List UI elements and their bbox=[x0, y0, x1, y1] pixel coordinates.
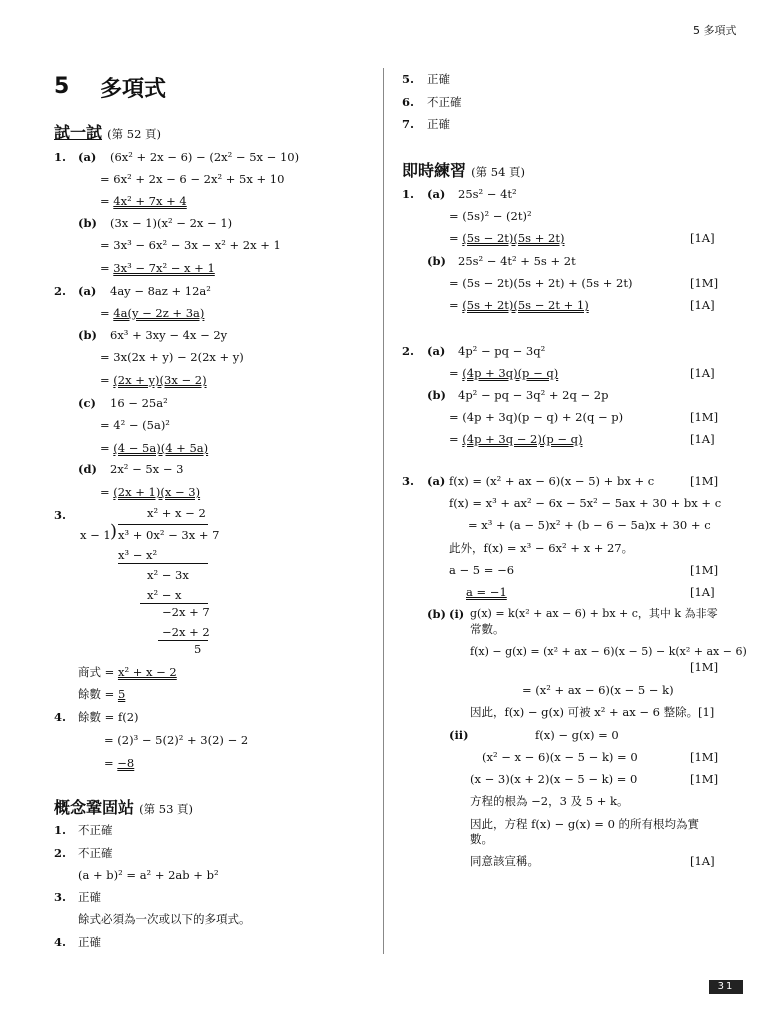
remainder-statement bbox=[78, 687, 125, 701]
section-try-page: (第 52 頁) bbox=[107, 127, 162, 141]
q-number: 3. bbox=[402, 474, 415, 488]
answer: 3x³ − 7x² − x + 1 bbox=[113, 261, 215, 275]
q-number: 2. bbox=[54, 284, 67, 298]
answer: a = −1 bbox=[466, 585, 507, 599]
math-line: 16 − 25a² bbox=[110, 396, 168, 410]
q-part-label: (b) bbox=[78, 216, 97, 230]
math-line: = (4p + 3q)(p − q) bbox=[449, 366, 559, 380]
answer: (4p + 3q − 2)(p − q) bbox=[462, 432, 583, 446]
math-line: = (4p + 3q − 2)(p − q) bbox=[449, 432, 583, 446]
column-divider bbox=[383, 68, 384, 954]
concept-note: (a + b)² = a² + 2ab + b² bbox=[78, 868, 219, 882]
answer: 4a(y − 2z + 3a) bbox=[113, 306, 205, 320]
concept-answer: 正確 bbox=[78, 890, 101, 904]
q-number: 6. bbox=[402, 95, 415, 109]
section-try-heading bbox=[54, 120, 161, 143]
math-line: (3x − 1)(x² − 2x − 1) bbox=[110, 216, 233, 230]
math-line: 餘數 = f(2) bbox=[78, 710, 139, 724]
concept-note: 餘式必須為一次或以下的多項式。 bbox=[78, 912, 251, 926]
math-line: 6x³ + 3xy − 4x − 2y bbox=[110, 328, 228, 342]
q-part-label: (a) bbox=[78, 150, 97, 164]
concept-answer: 正確 bbox=[427, 117, 450, 131]
concept-answer: 正確 bbox=[78, 935, 101, 949]
page-number: 31 bbox=[709, 980, 743, 994]
answer: 5 bbox=[117, 687, 126, 701]
math-line: = 4a(y − 2z + 3a) bbox=[100, 306, 205, 320]
chapter-number: 5 bbox=[54, 74, 70, 99]
q-part-label: (d) bbox=[78, 462, 97, 476]
q-part-label: (b) bbox=[427, 607, 446, 621]
math-line: 常數。 bbox=[470, 622, 505, 636]
math-line: 2x² − 5x − 3 bbox=[110, 462, 184, 476]
math-line: = 3x³ − 6x² − 3x − x² + 2x + 1 bbox=[100, 238, 281, 252]
math-line: a − 5 = −6 bbox=[449, 563, 515, 577]
math-line: = (2x + y)(3x − 2) bbox=[100, 373, 207, 387]
mark-label: [1A] bbox=[690, 366, 715, 380]
q-number: 1. bbox=[402, 187, 415, 201]
math-line: = −8 bbox=[104, 756, 135, 770]
answer: −8 bbox=[117, 756, 135, 770]
math-line bbox=[466, 585, 507, 599]
q-number: 3. bbox=[54, 890, 67, 904]
quotient-label: 商式 = bbox=[78, 665, 118, 679]
division-rule bbox=[118, 563, 208, 564]
q-part-label: (c) bbox=[78, 396, 96, 410]
q-number: 2. bbox=[402, 344, 415, 358]
math-line: = (5s − 2t)(5s + 2t) bbox=[449, 231, 565, 245]
section-concept-heading bbox=[54, 795, 193, 818]
mark-label: [1M] bbox=[690, 772, 719, 786]
math-line: = 4² − (5a)² bbox=[100, 418, 170, 432]
division-rule bbox=[140, 603, 208, 604]
division-remainder: 5 bbox=[194, 642, 202, 656]
division-quotient: x² + x − 2 bbox=[147, 506, 206, 520]
section-practice-title: 即時練習 bbox=[402, 161, 467, 180]
math-line: f(x) = x³ + ax² − 6x − 5x² − 5ax + 30 + bx + c bbox=[449, 496, 722, 510]
math-line: 數。 bbox=[470, 832, 493, 846]
math-line: = 6x² + 2x − 6 − 2x² + 5x + 10 bbox=[100, 172, 285, 186]
q-part-label: (a) bbox=[427, 187, 446, 201]
math-line: = 3x(2x + y) − 2(2x + y) bbox=[100, 350, 244, 364]
math-line: 4ay − 8az + 12a² bbox=[110, 284, 211, 298]
remainder-label: 餘數 = bbox=[78, 687, 118, 701]
q-number: 1. bbox=[54, 150, 67, 164]
math-line: f(x) = (x² + ax − 6)(x − 5) + bx + c bbox=[449, 474, 655, 488]
division-divisor: x − 1 bbox=[80, 528, 111, 542]
answer: (4 − 5a)(4 + 5a) bbox=[113, 441, 209, 455]
answer: 4x² + 7x + 4 bbox=[113, 194, 187, 208]
mark-label: [1M] bbox=[690, 410, 719, 424]
math-line: = x³ + (a − 5)x² + (b − 6 − 5a)x + 30 + c bbox=[468, 518, 711, 532]
math-line: = (4p + 3q)(p − q) + 2(q − p) bbox=[449, 410, 624, 424]
mark-label: [1A] bbox=[690, 231, 715, 245]
math-line: 同意該宣稱。 bbox=[470, 854, 539, 868]
answer: x² + x − 2 bbox=[117, 665, 177, 679]
concept-answer: 不正確 bbox=[78, 846, 113, 860]
running-header: 5 多項式 bbox=[693, 24, 737, 37]
concept-answer: 不正確 bbox=[427, 95, 462, 109]
chapter-title: 多項式 bbox=[100, 77, 167, 102]
math-line: f(x) − g(x) = (x² + ax − 6)(x − 5) − k(x² + ax − 6) bbox=[470, 645, 747, 658]
math-line: 25s² − 4t² + 5s + 2t bbox=[458, 254, 576, 268]
concept-answer: 不正確 bbox=[78, 823, 113, 837]
division-bracket: ) bbox=[110, 521, 118, 542]
division-step: x² − x bbox=[147, 588, 182, 602]
math-line: f(x) − g(x) = 0 bbox=[535, 728, 619, 742]
answer: (5s + 2t)(5s − 2t + 1) bbox=[462, 298, 589, 312]
mark-label: [1] bbox=[698, 705, 715, 719]
division-dividend: x³ + 0x² − 3x + 7 bbox=[118, 528, 220, 542]
math-line: = (5s)² − (2t)² bbox=[449, 209, 532, 223]
math-line: 方程的根為 −2，3 及 5 + k。 bbox=[470, 794, 629, 808]
q-number: 7. bbox=[402, 117, 415, 131]
math-line: (x² − x − 6)(x − 5 − k) = 0 bbox=[482, 750, 638, 764]
math-line: = (x² + ax − 6)(x − 5 − k) bbox=[522, 683, 674, 697]
math-line: = (5s + 2t)(5s − 2t + 1) bbox=[449, 298, 589, 312]
division-step: −2x + 7 bbox=[162, 605, 210, 619]
q-part-label: (b) bbox=[78, 328, 97, 342]
q-part-label: (b) bbox=[427, 388, 446, 402]
quotient-statement bbox=[78, 665, 177, 679]
math-line: (x − 3)(x + 2)(x − 5 − k) = 0 bbox=[470, 772, 638, 786]
concept-answer: 正確 bbox=[427, 72, 450, 86]
answer: (2x + 1)(x − 3) bbox=[113, 485, 201, 499]
mark-label: [1A] bbox=[690, 298, 715, 312]
section-practice-page: (第 54 頁) bbox=[471, 165, 526, 179]
q-part-label: (a) bbox=[78, 284, 97, 298]
q-part-label: (a) bbox=[427, 344, 446, 358]
math-line: 因此，f(x) − g(x) 可被 x² + ax − 6 整除。 bbox=[470, 705, 699, 719]
math-line: = 4x² + 7x + 4 bbox=[100, 194, 187, 208]
math-line: 此外，f(x) = x³ − 6x² + x + 27。 bbox=[449, 541, 634, 555]
section-concept-page: (第 53 頁) bbox=[139, 802, 194, 816]
answer: (4p + 3q)(p − q) bbox=[462, 366, 559, 380]
math-line: 因此，方程 f(x) − g(x) = 0 的所有根均為實 bbox=[470, 817, 700, 831]
q-number: 5. bbox=[402, 72, 415, 86]
division-step: x² − 3x bbox=[147, 568, 189, 582]
division-step: −2x + 2 bbox=[162, 625, 210, 639]
math-line: 4p² − pq − 3q² bbox=[458, 344, 546, 358]
mark-label: [1A] bbox=[690, 432, 715, 446]
division-step: x³ − x² bbox=[118, 548, 158, 562]
q-part-label: (a) bbox=[427, 474, 446, 488]
answer: (5s − 2t)(5s + 2t) bbox=[462, 231, 565, 245]
q-subpart-label: (ii) bbox=[449, 728, 469, 742]
math-line: = (2)³ − 5(2)² + 3(2) − 2 bbox=[104, 733, 249, 747]
division-bar bbox=[118, 524, 208, 525]
math-line: g(x) = k(x² + ax − 6) + bx + c，其中 k 為非零 bbox=[470, 607, 718, 620]
math-line: = (2x + 1)(x − 3) bbox=[100, 485, 201, 499]
division-rule bbox=[158, 640, 208, 641]
section-try-title: 試一試 bbox=[54, 123, 103, 142]
q-number: 3. bbox=[54, 508, 67, 522]
math-line: (6x² + 2x − 6) − (2x² − 5x − 10) bbox=[110, 150, 300, 164]
q-part-label: (b) bbox=[427, 254, 446, 268]
mark-label: [1A] bbox=[690, 585, 715, 599]
mark-label: [1A] bbox=[690, 854, 715, 868]
math-line: = 3x³ − 7x² − x + 1 bbox=[100, 261, 215, 275]
mark-label: [1M] bbox=[690, 276, 719, 290]
mark-label: [1M] bbox=[690, 563, 719, 577]
math-line: = (5s − 2t)(5s + 2t) + (5s + 2t) bbox=[449, 276, 633, 290]
q-number: 4. bbox=[54, 935, 67, 949]
math-line: 4p² − pq − 3q² + 2q − 2p bbox=[458, 388, 609, 402]
mark-label: [1M] bbox=[690, 750, 719, 764]
q-number: 1. bbox=[54, 823, 67, 837]
q-subpart-label: (i) bbox=[449, 607, 465, 621]
section-practice-heading bbox=[402, 158, 525, 181]
mark-label: [1M] bbox=[690, 660, 719, 674]
answer: (2x + y)(3x − 2) bbox=[113, 373, 207, 387]
math-line: 25s² − 4t² bbox=[458, 187, 517, 201]
math-line: = (4 − 5a)(4 + 5a) bbox=[100, 441, 209, 455]
q-number: 4. bbox=[54, 710, 67, 724]
mark-label: [1M] bbox=[690, 474, 719, 488]
q-number: 2. bbox=[54, 846, 67, 860]
section-concept-title: 概念鞏固站 bbox=[54, 798, 135, 817]
